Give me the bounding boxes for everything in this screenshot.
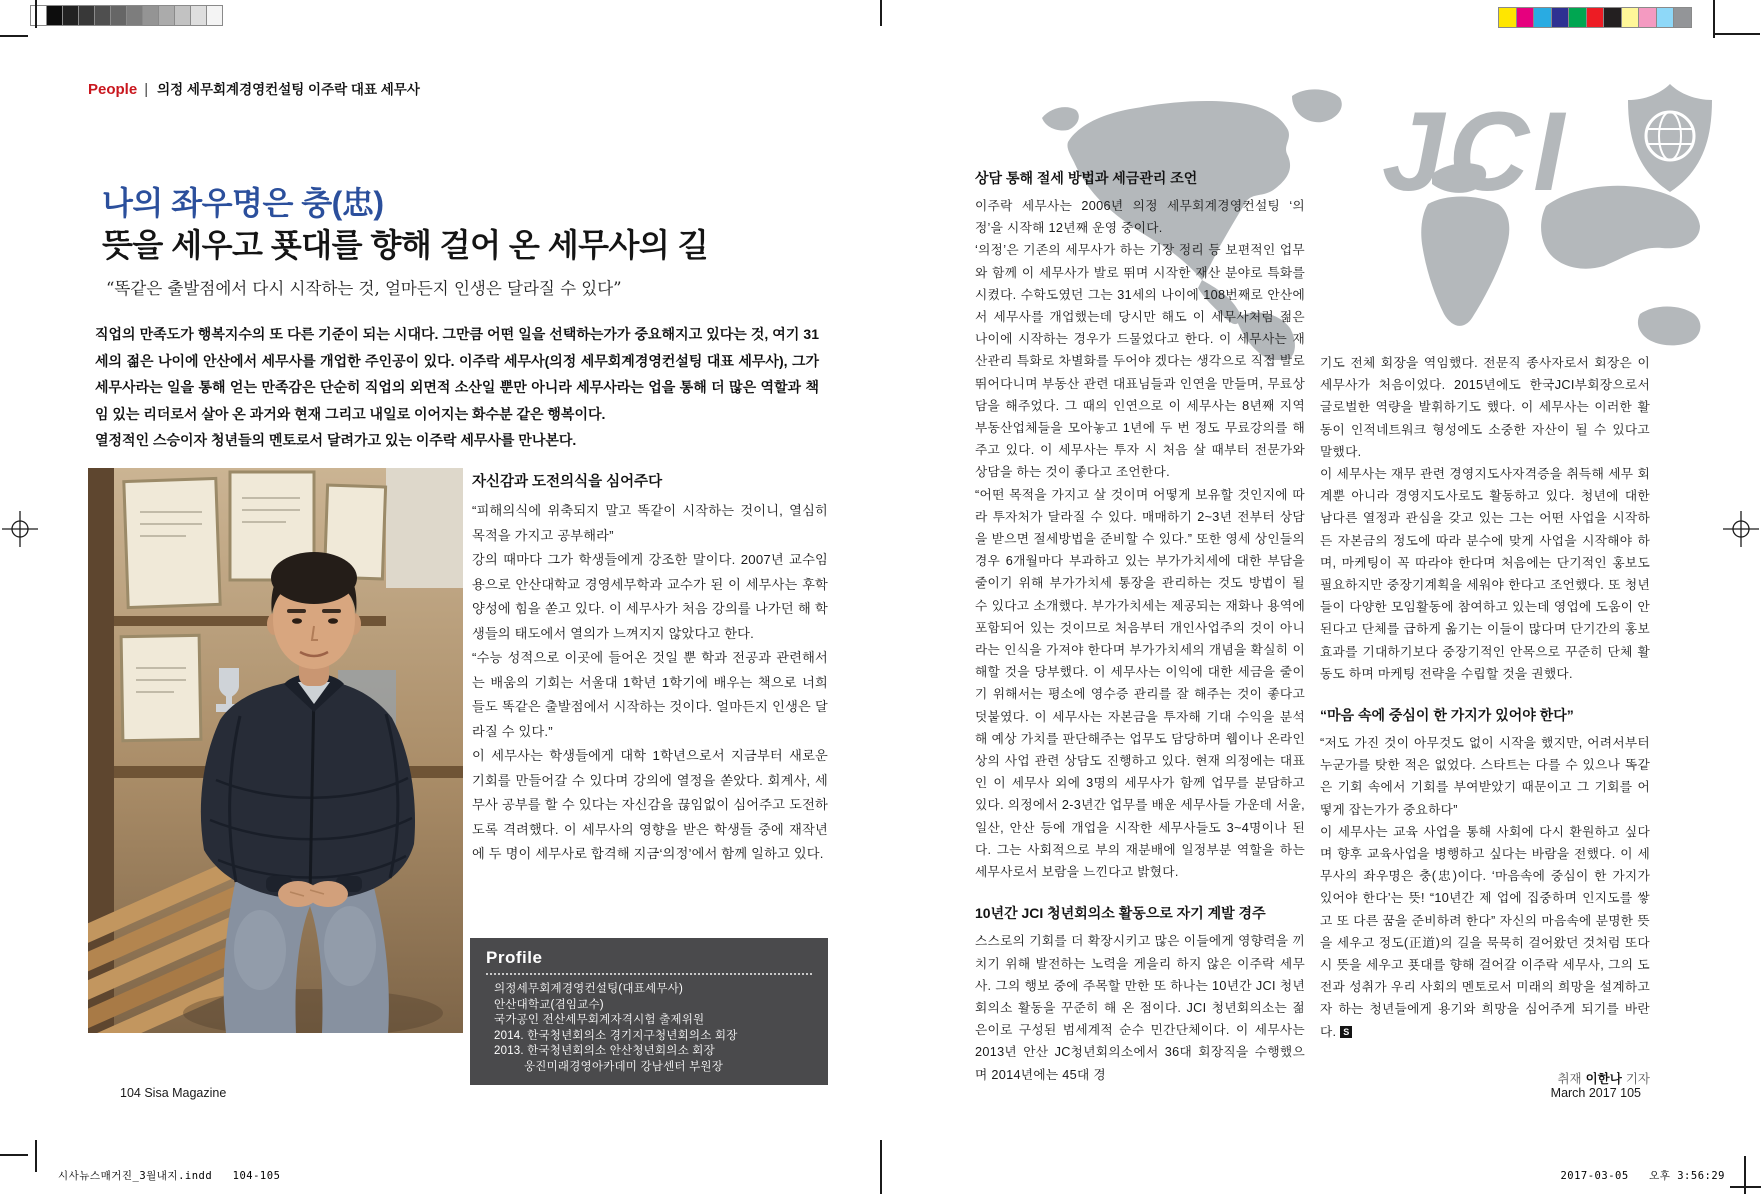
print-slug-timestamp: 2017-03-05 오후 3:56:29 [1560,1170,1725,1182]
crop-mark-top-left-v [35,0,37,28]
color-swatch [1621,7,1640,28]
section1-heading: 자신감과 도전의식을 심어주다 [472,474,663,490]
color-swatch [1533,7,1552,28]
profile-item: 안산대학교(겸임교수) [494,998,604,1011]
section1-paragraph-1: “피해의식에 위축되지 말고 똑같이 시작하는 것이니, 열심히 목적을 가지고 공부해라” [472,503,828,543]
color-swatch [1603,7,1622,28]
crop-mark-bottom-right-h [1730,1186,1761,1188]
profile-item: 의정세무회계경영컨설팅(대표세무사) [494,983,684,995]
grayscale-calibration-bar [30,5,222,26]
reporter-credit [1320,1069,1650,1087]
section1-paragraph-2: 강의 때마다 그가 학생들에게 강조한 말이다. 2007년 교수임용으로 안산대학교 경영세무학과 교수가 된 이 세무사는 후학양성에 힘을 쏟고 있다. 이 세무사가 처음 강의를 나가던 해 학생들의 태도에서 열의가 느껴지지 않았다고 한다. [472,552,828,641]
color-swatch [142,5,159,26]
col1-heading-2: 10년간 JCI 청년회의소 활동으로 자기 계발 경주 [975,905,1266,922]
color-swatch [1568,7,1587,28]
crop-mark-top-right-h [1713,33,1760,35]
crop-mark-bottom-left-v [35,1140,37,1172]
center-mark-bottom [880,1140,882,1194]
crop-mark-bottom-left-h [0,1154,28,1156]
section-kicker [88,78,420,98]
crop-mark-bottom-right-v [1744,1156,1746,1194]
color-swatch [1638,7,1657,28]
col1-paragraph-3: “어떤 목적을 가지고 살 것이며 어떻게 보유할 것인지에 따라 투자처가 달라질 수 있다. 매매하기 2~3년 전부터 상담을 받으면 절세방법을 준비할 수 있다.” 또한 영세 상인들의 경우 6개월마다 부과하고 있는 부가가치세에 대한 부담을 줄이기 위해 부가가치세 통장을 관리하는 것도 방법이 될 수 있다고 소개했다. 부가가치세는 제공되는 재화나 용역에 포함되어 있는 것이므로 처음부터 개인사업주의 것이 아니라는 인식을 가져야 한다며 부가가치세의 개념을 확실히 이해할 것을 당부했다. 이 세무사는 이익에 대한 세금을 줄이기 위해서는 평소에 영수증 관리를 잘 해주는 것이 좋다고 덧붙였다. 이 세무사는 자본금을 투자해 기대 수익을 분석해 예상 가치를 판단해주는 업무도 담당하며 웹이나 온라인상의 사업 관련 상담도 진행하고 있다. 현재 의정에는 대표인 이 세무사 외에 3명의 세무사가 함께 업무를 분담하고 있다. 의정에서 2-3년간 업무를 배운 세무사들 가운데 서울, 일산, 안산 등에 개업을 시작한 세무사들도 3~4명이나 된다. 그는 사회적으로 부의 재분배에 일정부분 역할을 하는 세무사로서 보람을 느낀다고 밝혔다. [975,487,1305,880]
color-swatch [1656,7,1675,28]
article-title-line2: 뜻을 세우고 푯대를 향해 걸어 온 세무사의 길 [102,227,709,263]
article-title-line1: 나의 좌우명은 충(忠) [102,185,384,221]
col1-paragraph-2: ‘의정’은 기존의 세무사가 하는 기장 정리 등 보편적인 업무와 함께 이 세무사가 발로 뛰며 시작한 재산 분야로 특화를 시켰다. 수학도였던 그는 31세의 나이에 108번째로 안산에서 세무사를 개업했는데 당시만 해도 이 세무사처럼 젊은 나이에 시작하는 경우가 드물었다고 한다. 이 세무사는 재산관리 특화로 차별화를 두어야 겠다는 생각으로 직접 발로 뛰어다니며 부동산 관련 대표님들과 인연을 만들며, 무료상담을 해주었다. 그 때의 인연으로 이 세무사는 8년째 지역 부동산업체들을 모아놓고 1년에 두 번 정도 무료강의를 해주고 있다. 이 세무사는 투자 시 처음 살 때부터 전문가와 상담을 하는 것이 좋다고 조언한다. [975,243,1305,480]
kicker-label: People [88,81,138,98]
kicker-text: 의정 세무회계경영컨설팅 이주락 대표 세무사 [157,82,420,97]
color-swatch [46,5,63,26]
col2-paragraph-3: “저도 가진 것이 아무것도 없이 시작을 했지만, 어려서부터 누군가를 탓한 적은 없었다. 스타트는 다를 수 있으나 똑같은 기회 속에서 기회를 부여받았기 때문이고 그 기회를 어떻게 잡는가가 중요하다” [1320,736,1650,817]
article-title [102,183,708,267]
kicker-divider: | [144,81,149,98]
col2-paragraph-4 [1320,821,1650,1043]
article-subtitle: “똑같은 출발점에서 다시 시작하는 것, 얼마든지 인생은 달라질 수 있다” [106,279,622,298]
profile-item: 2013. 한국청년회의소 안산청년회의소 회장 [494,1045,715,1057]
color-swatch [1498,7,1517,28]
left-page-column [472,470,828,932]
color-swatch [158,5,175,26]
col1-paragraph-1: 이주락 세무사는 2006년 의정 세무회계경영컨설팅 ‘의정’을 시작해 12년째 운영 중이다. [975,199,1305,236]
lede-paragraph-2: 열정적인 스승이자 청년들의 멘토로서 달려가고 있는 이주락 세무사를 만나본다. [95,432,577,448]
color-swatch [78,5,95,26]
col2-heading: “마음 속에 중심이 한 가지가 있어야 한다” [1320,707,1574,724]
col2-paragraph-1: 기도 전체 회장을 역임했다. 전문직 종사자로서 회장은 이 세무사가 처음이었다. 2015년에도 한국JCI부회장으로서 글로벌한 역량을 발휘하기도 했다. 이 세무사는 이러한 활동이 인적네트워크 형성에도 소중한 자산이 될 수 있다고 말했다. [1320,356,1650,459]
reporter-suffix: 기자 [1625,1071,1650,1086]
profile-item: 국가공인 전산세무회계자격시험 출제위원 [494,1014,705,1026]
color-swatch [1586,7,1605,28]
jci-logo-text: JCI [1382,89,1569,214]
center-mark-top [880,0,882,26]
color-swatch [206,5,223,26]
portrait-illustration [88,468,463,1033]
section1-paragraph-4: 이 세무사는 학생들에게 대학 1학년으로서 지금부터 새로운 기회를 만들어갈 수 있다며 강의에 열정을 쏟았다. 회계사, 세무사 공부를 할 수 있다는 자신감을 끊임없이 심어주고 도전하도록 격려했다. 이 세무사의 영향을 받은 학생들 중에 재작년에 두 명이 세무사로 합격해 지금‘의정’에서 함께 일하고 있다. [472,748,828,861]
color-swatch [1516,7,1535,28]
col2-paragraph-2: 이 세무사는 재무 관련 경영지도사자격증을 취득해 세무 회계뿐 아니라 경영지도사로도 활동하고 있다. 청년에 대한 남다른 열정과 관심을 갖고 있는 그는 어떤 사업을 시작하든 자본금의 정도에 따라 분수에 맞게 사업을 시작해야 하며, 마케팅이 꼭 따라야 한다며 처음에는 단기적인 홍보도 필요하지만 중장기계획을 세워야 한다고 조언했다. 또 청년들이 다양한 모임활동에 참여하고 있는데 영업에 도움이 안 된다고 단체를 급하게 옮기는 이들이 많다며 단기간의 홍보효과를 기대하기보다 중장기적인 안목으로 꾸준히 단체 활동도 하며 마케팅 전략을 수립할 것을 권했다. [1320,467,1650,681]
col1-heading-1: 상담 통해 절세 방법과 세금관리 조언 [975,170,1198,186]
profile-box [470,938,828,1085]
registration-mark-right [1723,511,1759,547]
color-swatch [62,5,79,26]
col1-paragraph-4: 스스로의 기회를 더 확장시키고 많은 이들에게 영향력을 끼치기 위해 발전하는 노력을 게을리 하지 않은 이주락 세무사. 그의 행보 중에 주목할 만한 또 하나는 10년간 JCI 청년회의소 활동을 꾸준히 해 온 점이다. JCI 청년회의소는 젊은이로 구성된 범세계적 순수 민간단체이다. 이 세무사는 2013년 안산 JC청년회의소에서 36대 회장직을 수행했으며 2014년에는 45대 경 [975,934,1305,1082]
color-swatch [1551,7,1570,28]
right-page-column-1 [975,168,1305,1086]
article-lede [95,321,819,454]
reporter-prefix: 취재 [1557,1071,1582,1086]
profile-title: Profile [486,948,543,967]
color-calibration-bar [1498,7,1691,28]
section1-paragraph-3: “수능 성적으로 이곳에 들어온 것일 뿐 학과 전공과 관련해서는 배움의 기회는 서울대 1학년 1학기에 배우는 책으로 너희들도 똑같은 출발점에서 시작하는 것이다. 얼마든지 인생은 달라질 수 있다.” [472,650,828,739]
color-swatch [126,5,143,26]
page-number-left: 104 Sisa Magazine [120,1086,227,1100]
profile-item: 2014. 한국청년회의소 경기지구청년회의소 회장 [494,1029,738,1042]
lede-paragraph-1: 직업의 만족도가 행복지수의 또 다른 기준이 되는 시대다. 그만큼 어떤 일을 선택하는가가 중요해지고 있다는 것, 여기 31세의 젊은 나이에 안산에서 세무사를 개업한 주인공이 있다. 이주락 세무사(의정 세무회계경영컨설팅 대표 세무사), 그가 세무사라는 일을 통해 얻는 만족감은 단순히 직업의 외면적 소산일 뿐만 아니라 세무사라는 업을 통해 더 많은 역할과 책임 있는 리더로서 살아 온 과거와 현재 그리고 내일로 이어지는 화수분 같은 행복이다. [95,326,819,422]
color-swatch [110,5,127,26]
profile-dotted-rule [486,973,812,975]
reporter-name: 이한나 [1585,1071,1622,1086]
article-end-mark: S [1340,1026,1352,1038]
jci-shield-emblem [1628,84,1712,192]
color-swatch [1673,7,1692,28]
right-page-column-2 [1320,352,1650,1087]
profile-list [486,982,812,1075]
print-slug-filename: 시사뉴스매거진_3월내지.indd 104-105 [58,1170,281,1182]
color-swatch [190,5,207,26]
color-swatch [94,5,111,26]
portrait-photo [88,468,463,1033]
col2-paragraph-4-text: 이 세무사는 교육 사업을 통해 사회에 다시 환원하고 싶다며 향후 교육사업을 병행하고 싶다는 바람을 전했다. 이 세무사의 좌우명은 충(忠)이다. ‘마음속에 중심이 한 가지가 있어야 한다’는 뜻! “10년간 제 업에 집중하며 인지도를 쌓고 또 다른 꿈을 준비하려 한다” 자신의 마음속에 분명한 뜻을 세우고 정도(正道)의 길을 묵묵히 걸어왔던 것처럼 또다시 뜻을 세우고 푯대를 향해 걸어갈 이주락 세무사, 그의 도전과 성취가 우리 사회의 멘토로서 미래의 희망을 설계하고자 하는 청년들에게 용기와 희망을 심어주게 되기를 바란다. [1320,824,1650,1039]
crop-mark-top-left-h [0,35,28,37]
registration-mark-left [2,511,38,547]
page-number-right: March 2017 105 [1550,1086,1641,1100]
color-swatch [30,5,47,26]
profile-item: 웅진미래경영아카데미 강남센터 부원장 [524,1060,724,1073]
color-swatch [174,5,191,26]
